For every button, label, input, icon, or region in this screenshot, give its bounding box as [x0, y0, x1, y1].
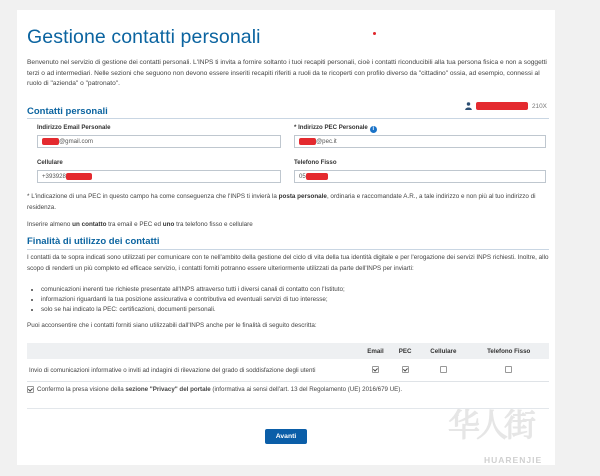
cellulare-value: +393928: [42, 173, 66, 180]
privacy-text: [37, 386, 402, 393]
consent-table: [27, 343, 549, 382]
cellulare-label: Cellulare: [37, 159, 63, 166]
pec-label: * Indirizzo PEC Personale: [294, 124, 368, 131]
telefono-label: Telefono Fisso: [294, 159, 337, 166]
pec-field[interactable]: [294, 135, 546, 148]
min-note-bold2: uno: [162, 221, 175, 228]
redacted-user-name: [476, 102, 528, 110]
email-label: Indirizzo Email Personale: [37, 124, 111, 131]
watermark: [448, 400, 532, 446]
pec-note-a: * L'indicazione di una PEC in questo campo ha come conseguenza che l'INPS ti invierà la: [27, 193, 279, 200]
consent-question: Puoi acconsentire che i contatti forniti siano utilizzabili dall'INPS anche per le finalità di seguito descritta:: [27, 322, 317, 329]
section-title-contatti: Contatti personali: [27, 106, 108, 117]
pec-note: [27, 192, 549, 213]
min-note-bold1: un contatto: [72, 221, 107, 228]
redacted-cellulare: [66, 173, 92, 180]
info-icon[interactable]: i: [370, 126, 377, 133]
pec-note-b: , ordinaria e raccomandate A.R., a tale indirizzo e non più al tuo indirizzo di residenza.: [27, 193, 536, 211]
email-value: @gmail.com: [59, 138, 93, 145]
redacted-pec: [299, 138, 316, 145]
content-panel: [17, 10, 555, 465]
col-telefono: Telefono Fisso: [468, 343, 549, 359]
redacted-email: [42, 138, 59, 145]
user-code-suffix: 210X: [532, 102, 547, 110]
privacy-checkbox[interactable]: [27, 386, 34, 393]
cell-pec: [392, 359, 418, 382]
telefono-consent-checkbox[interactable]: [505, 366, 512, 373]
privacy-link[interactable]: sezione "Privacy" del portale: [125, 386, 211, 393]
email-field[interactable]: [37, 135, 281, 148]
intro-text: Benvenuto nel servizio di gestione dei contatti personali. L'INPS ti invita a fornire soltanto i tuoi recapiti personali, cioè i contatti riconducibili alla tua persona fisica e non a soggetti terzi o ad intermediari. Nelle sezioni che seguono non devono essere inseriti recapiti riferiti a ruoli da te ricoperti con profilo diverso da "cittadino" ossia, ad esempio, connessi al ruolo di "azienda" o "patronato".: [27, 59, 547, 87]
list-item: • informazioni riguardanti la tua posizione assicurativa e contributiva ed eventuali servizi di tuo interesse;: [41, 295, 542, 305]
avanti-button[interactable]: Avanti: [265, 429, 307, 444]
email-consent-checkbox[interactable]: [372, 366, 379, 373]
watermark-latin: HUARENJIE: [484, 455, 543, 465]
col-pec: PEC: [392, 343, 418, 359]
section-divider: [27, 118, 549, 119]
list-item: • solo se hai indicato la PEC: certificazioni, documenti personali.: [41, 305, 542, 315]
section-title-finalita: Finalità di utilizzo dei contatti: [27, 236, 160, 247]
col-cellulare: Cellulare: [418, 343, 468, 359]
section-divider: [27, 249, 549, 250]
row-label: Invio di comunicazioni informative o inviti ad indagini di rilevazione del grado di soddisfazione degli utenti: [27, 359, 359, 382]
pec-consent-checkbox[interactable]: [402, 366, 409, 373]
privacy-confirm: [27, 386, 402, 393]
table-row: [27, 359, 549, 382]
cell-telefono: [468, 359, 549, 382]
cell-cellulare: [418, 359, 468, 382]
cellulare-field[interactable]: [37, 170, 281, 183]
pec-value: @pec.it: [316, 138, 337, 145]
decorative-dot: [373, 32, 376, 35]
privacy-text-a: Confermo la presa visione della: [37, 386, 126, 393]
min-note-b: tra email e PEC ed: [106, 221, 163, 228]
list-item: • comunicazioni inerenti tue richieste presentate all'INPS attraverso tutti i diversi canali di contatto con l'Istituto;: [41, 285, 542, 295]
cellulare-consent-checkbox[interactable]: [440, 366, 447, 373]
min-contact-note: [27, 220, 549, 231]
min-note-a: Inserire almeno: [27, 221, 73, 228]
user-identifier: [465, 102, 547, 110]
min-note-c: tra telefono fisso e cellulare: [174, 221, 253, 228]
telefono-value: 05: [299, 173, 306, 180]
finalita-text: I contatti da te sopra indicati sono utilizzati per comunicare con te nell'ambito della gestione del ciclo di vita della tua identità digitale e per l'erogazione dei servizi INPS richiesti. Inoltre, allo scopo di renderti un più completo ed efficace servizio, i contatti forniti potranno essere ulteriormente utilizzati da parte dell'INPS per inviarti:: [27, 254, 549, 272]
col-email: Email: [359, 343, 392, 359]
user-icon: [465, 102, 472, 110]
watermark-chars: 华人街: [448, 406, 533, 444]
telefono-field[interactable]: [294, 170, 546, 183]
table-header-row: [27, 343, 549, 359]
pec-label-wrap: [294, 124, 377, 133]
pec-note-bold: posta personale: [278, 193, 327, 200]
cell-email: [359, 359, 392, 382]
finalita-bullets: [27, 285, 542, 315]
privacy-text-b: (informativa ai sensi dell'art. 13 del Regolamento (UE) 2016/679 UE).: [210, 386, 403, 393]
table-header-empty: [27, 343, 359, 359]
page-title: Gestione contatti personali: [27, 26, 261, 48]
redacted-telefono: [306, 173, 328, 180]
